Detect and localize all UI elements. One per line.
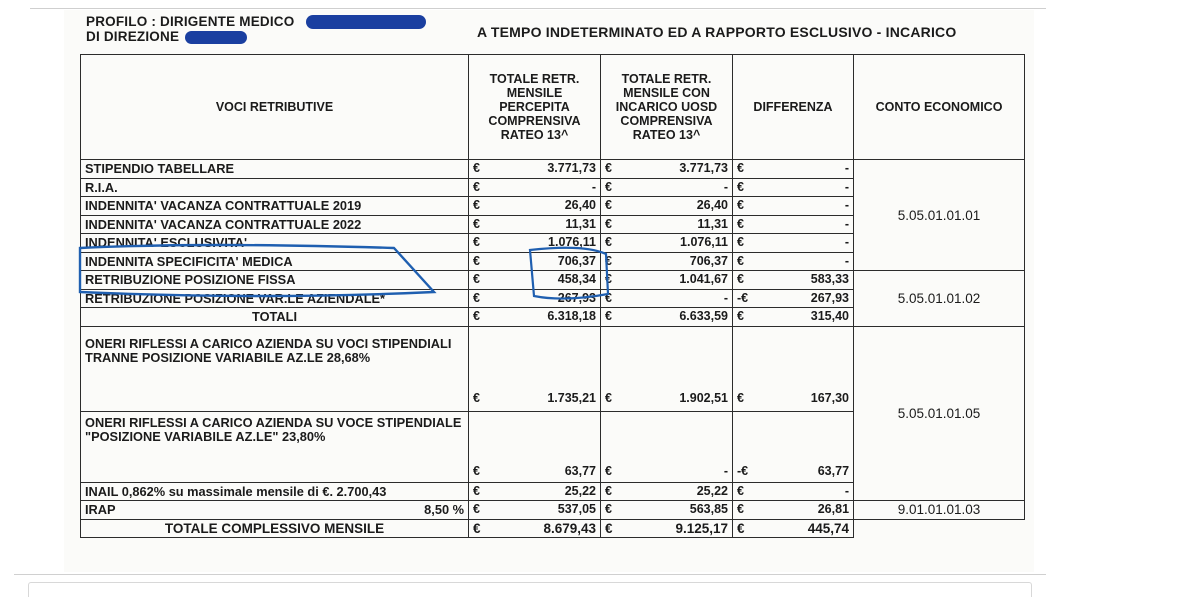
currency-symbol: €	[469, 411, 483, 482]
conto-economico-code: 5.05.01.01.05	[854, 326, 1025, 501]
currency-symbol: €	[469, 160, 483, 179]
currency-symbol: €	[733, 215, 747, 234]
value-differenza: -	[747, 160, 854, 179]
value-percepita: 25,22	[483, 482, 601, 501]
currency-symbol: -€	[733, 289, 747, 308]
irap-rate: 8,50 %	[424, 502, 464, 518]
value-incarico: -	[615, 178, 733, 197]
conto-economico-code: 5.05.01.01.02	[854, 271, 1025, 327]
currency-symbol: -€	[733, 411, 747, 482]
value-percepita: 63,77	[483, 411, 601, 482]
currency-symbol: €	[469, 178, 483, 197]
value-incarico: 9.125,17	[615, 519, 733, 538]
currency-symbol: €	[601, 271, 615, 290]
currency-symbol: €	[469, 519, 483, 538]
currency-symbol: €	[469, 215, 483, 234]
header-totale-percepita: TOTALE RETR. MENSILE PERCEPITA COMPRENSIVA RATEO 13^	[469, 55, 601, 160]
currency-symbol: €	[733, 234, 747, 253]
currency-symbol: €	[733, 197, 747, 216]
irap-label: IRAP	[85, 502, 116, 518]
conto-economico-code: 5.05.01.01.01	[854, 160, 1025, 271]
row-label: STIPENDIO TABELLARE	[81, 160, 469, 179]
row-label: INDENNITA' VACANZA CONTRATTUALE 2019	[81, 197, 469, 216]
value-differenza: 315,40	[747, 308, 854, 327]
salary-table	[80, 54, 1025, 538]
table-row	[81, 271, 1025, 290]
value-differenza: -	[747, 197, 854, 216]
value-incarico: 1.041,67	[615, 271, 733, 290]
value-percepita: 8.679,43	[483, 519, 601, 538]
value-percepita: -	[483, 178, 601, 197]
value-incarico: 706,37	[615, 252, 733, 271]
currency-symbol: €	[469, 197, 483, 216]
value-percepita: 26,40	[483, 197, 601, 216]
currency-symbol: €	[601, 252, 615, 271]
direzione-label: DI DIREZIONE	[86, 29, 180, 45]
row-label: INDENNITA SPECIFICITA' MEDICA	[81, 252, 469, 271]
page-edge-bottom	[14, 574, 1046, 575]
value-incarico: 25,22	[615, 482, 733, 501]
table-row	[81, 326, 1025, 411]
value-percepita: 458,34	[483, 271, 601, 290]
contract-type-text: A TEMPO INDETERMINATO ED A RAPPORTO ESCLUSIVO - INCARICO	[477, 24, 957, 40]
redaction-mark	[185, 31, 247, 44]
row-label: TOTALI	[81, 308, 469, 327]
value-differenza: -	[747, 178, 854, 197]
currency-symbol: €	[733, 482, 747, 501]
row-label: INDENNITA' ESCLUSIVITA'	[81, 234, 469, 253]
currency-symbol: €	[601, 482, 615, 501]
row-label: INDENNITA' VACANZA CONTRATTUALE 2022	[81, 215, 469, 234]
value-differenza: -	[747, 215, 854, 234]
row-label: RETRIBUZIONE POSIZIONE VAR.LE AZIENDALE*	[81, 289, 469, 308]
scanned-document	[64, 10, 1034, 572]
currency-symbol: €	[733, 519, 747, 538]
row-label-irap	[81, 501, 469, 520]
empty-cell	[854, 519, 1025, 538]
currency-symbol: €	[733, 501, 747, 520]
currency-symbol: €	[601, 519, 615, 538]
currency-symbol: €	[733, 271, 747, 290]
row-label: TOTALE COMPLESSIVO MENSILE	[81, 519, 469, 538]
currency-symbol: €	[733, 160, 747, 179]
value-percepita: 11,31	[483, 215, 601, 234]
value-differenza: 26,81	[747, 501, 854, 520]
currency-symbol: €	[601, 308, 615, 327]
currency-symbol: €	[601, 215, 615, 234]
currency-symbol: €	[733, 326, 747, 411]
currency-symbol: €	[469, 501, 483, 520]
table-header-row	[81, 55, 1025, 160]
page-edge-top	[30, 8, 1046, 9]
value-incarico: 563,85	[615, 501, 733, 520]
value-incarico: -	[615, 289, 733, 308]
header-conto-economico: CONTO ECONOMICO	[854, 55, 1025, 160]
value-percepita: 537,05	[483, 501, 601, 520]
header-totale-incarico: TOTALE RETR. MENSILE CON INCARICO UOSD COMPRENSIVA RATEO 13^	[601, 55, 733, 160]
row-label: ONERI RIFLESSI A CARICO AZIENDA SU VOCI STIPENDIALI TRANNE POSIZIONE VARIABILE AZ.LE 28,68%	[81, 326, 469, 411]
currency-symbol: €	[469, 234, 483, 253]
currency-symbol: €	[601, 411, 615, 482]
header-voci: VOCI RETRIBUTIVE	[81, 55, 469, 160]
redaction-mark	[306, 15, 426, 29]
row-label: RETRIBUZIONE POSIZIONE FISSA	[81, 271, 469, 290]
value-incarico: 11,31	[615, 215, 733, 234]
header-differenza: DIFFERENZA	[733, 55, 854, 160]
currency-symbol: €	[469, 271, 483, 290]
currency-symbol: €	[601, 326, 615, 411]
next-card-edge	[28, 582, 1032, 597]
currency-symbol: €	[733, 252, 747, 271]
row-label: R.I.A.	[81, 178, 469, 197]
currency-symbol: €	[469, 482, 483, 501]
value-differenza: 267,93	[747, 289, 854, 308]
currency-symbol: €	[469, 308, 483, 327]
value-incarico: 6.633,59	[615, 308, 733, 327]
currency-symbol: €	[469, 289, 483, 308]
value-percepita: 3.771,73	[483, 160, 601, 179]
value-differenza: 445,74	[747, 519, 854, 538]
value-incarico: 1.076,11	[615, 234, 733, 253]
currency-symbol: €	[601, 289, 615, 308]
value-differenza: -	[747, 482, 854, 501]
value-percepita: 706,37	[483, 252, 601, 271]
value-differenza: 583,33	[747, 271, 854, 290]
currency-symbol: €	[733, 178, 747, 197]
currency-symbol: €	[601, 178, 615, 197]
currency-symbol: €	[601, 197, 615, 216]
row-label: INAIL 0,862% su massimale mensile di €. 2.700,43	[81, 482, 469, 501]
value-incarico: 3.771,73	[615, 160, 733, 179]
value-differenza: -	[747, 252, 854, 271]
value-differenza: 63,77	[747, 411, 854, 482]
value-incarico: -	[615, 411, 733, 482]
currency-symbol: €	[469, 326, 483, 411]
value-percepita: 1.735,21	[483, 326, 601, 411]
currency-symbol: €	[601, 501, 615, 520]
table-row	[81, 501, 1025, 520]
value-percepita: 1.076,11	[483, 234, 601, 253]
value-incarico: 26,40	[615, 197, 733, 216]
currency-symbol: €	[733, 308, 747, 327]
profilo-label: PROFILO : DIRIGENTE MEDICO	[86, 14, 295, 29]
currency-symbol: €	[601, 234, 615, 253]
grand-total-row	[81, 519, 1025, 538]
table-row	[81, 160, 1025, 179]
value-percepita: 267,93	[483, 289, 601, 308]
value-differenza: 167,30	[747, 326, 854, 411]
value-differenza: -	[747, 234, 854, 253]
currency-symbol: €	[601, 160, 615, 179]
currency-symbol: €	[469, 252, 483, 271]
conto-economico-code: 9.01.01.01.03	[854, 501, 1025, 520]
value-percepita: 6.318,18	[483, 308, 601, 327]
value-incarico: 1.902,51	[615, 326, 733, 411]
row-label: ONERI RIFLESSI A CARICO AZIENDA SU VOCE STIPENDIALE "POSIZIONE VARIABILE AZ.LE" 23,80%	[81, 411, 469, 482]
document-header	[86, 14, 426, 44]
